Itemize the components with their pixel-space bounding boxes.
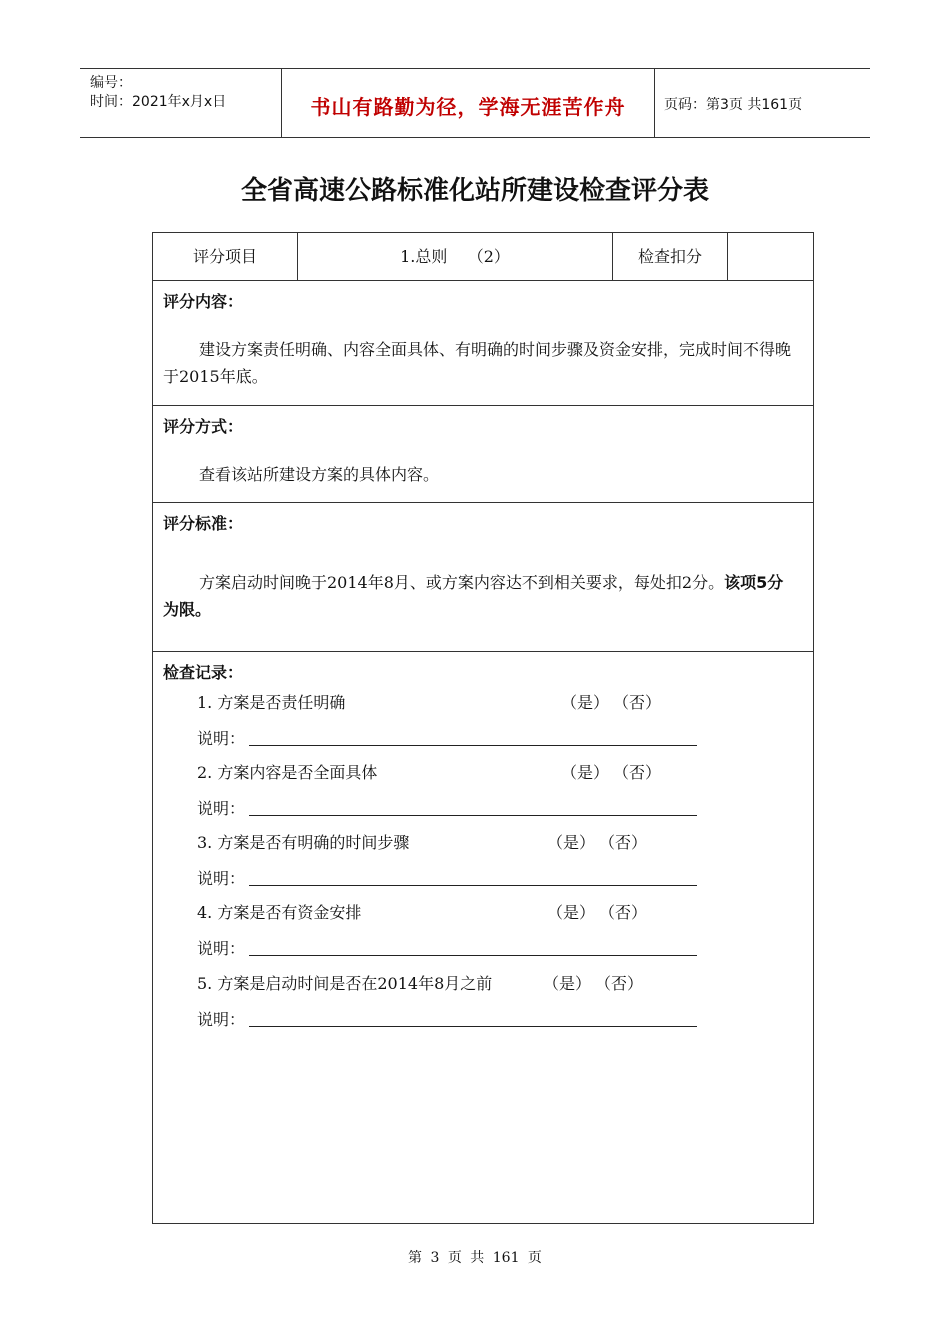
record-item-3-note-line[interactable] xyxy=(249,885,697,886)
score-content-section xyxy=(153,281,813,406)
record-item-5-note-line[interactable] xyxy=(249,1026,697,1027)
page-footer: 第 3 页 共 161 页 xyxy=(408,1250,542,1266)
header-page-cell xyxy=(654,69,870,137)
inspection-record-label: 检查记录： xyxy=(163,663,244,682)
record-item-3-no[interactable]: （否） xyxy=(599,833,648,852)
deduct-value-cell[interactable] xyxy=(728,233,813,280)
record-item-5-yes[interactable]: （是） xyxy=(543,974,592,993)
record-item-3: 3. 方案是否有明确的时间步骤 xyxy=(197,833,410,852)
record-item-2-note-label: 说明： xyxy=(197,799,246,818)
record-item-5-note-label: 说明： xyxy=(197,1010,246,1029)
header-motto-cell xyxy=(281,69,655,137)
score-standard-text xyxy=(163,569,799,623)
record-item-1-note-line[interactable] xyxy=(249,745,697,746)
record-item-2-note-line[interactable] xyxy=(249,815,697,816)
item-label-cell: 评分项目 xyxy=(153,233,298,280)
header-meta xyxy=(80,69,280,137)
record-item-2-no[interactable]: （否） xyxy=(613,763,662,782)
item-value-cell: 1.总则 （2） xyxy=(298,233,613,280)
score-standard-bold: 该项5分为限。 xyxy=(163,573,784,619)
record-item-1-yes[interactable]: （是） xyxy=(561,693,610,712)
header-motto: 书山有路勤为径，学海无涯苦作舟 xyxy=(310,95,626,119)
score-form xyxy=(152,232,814,1224)
record-item-5-no[interactable]: （否） xyxy=(595,974,644,993)
deduct-label-cell: 检查扣分 xyxy=(613,233,728,280)
score-content-label: 评分内容： xyxy=(163,292,244,311)
document-number-label: 编号： xyxy=(90,75,132,91)
record-item-1-note-label: 说明： xyxy=(197,729,246,748)
score-standard-normal: 方案启动时间晚于2014年8月、或方案内容达不到相关要求，每处扣2分。 xyxy=(199,573,725,592)
form-header-row xyxy=(153,233,813,281)
record-item-4-yes[interactable]: （是） xyxy=(547,903,596,922)
record-item-4-no[interactable]: （否） xyxy=(599,903,648,922)
score-content-text: 建设方案责任明确、内容全面具体、有明确的时间步骤及资金安排，完成时间不得晚于2015年底。 xyxy=(163,340,792,386)
record-item-5: 5. 方案是启动时间是否在2014年8月之前 xyxy=(197,974,493,993)
score-method-section xyxy=(153,406,813,503)
record-item-2: 2. 方案内容是否全面具体 xyxy=(197,763,378,782)
record-item-4-note-line[interactable] xyxy=(249,955,697,956)
score-standard-section xyxy=(153,503,813,652)
page-title: 全省高速公路标准化站所建设检查评分表 xyxy=(240,176,709,206)
score-method-text: 查看该站所建设方案的具体内容。 xyxy=(199,465,440,484)
record-item-3-yes[interactable]: （是） xyxy=(547,833,596,852)
score-method-label: 评分方式： xyxy=(163,417,244,436)
record-item-1-no[interactable]: （否） xyxy=(613,693,662,712)
header-page-info: 页码：第3页 共161页 xyxy=(664,97,803,113)
score-standard-label: 评分标准： xyxy=(163,514,244,533)
record-item-3-note-label: 说明： xyxy=(197,869,246,888)
record-item-1: 1. 方案是否责任明确 xyxy=(197,693,346,712)
document-time-label: 时间：2021年x月x日 xyxy=(90,94,227,110)
record-item-2-yes[interactable]: （是） xyxy=(561,763,610,782)
record-item-4-note-label: 说明： xyxy=(197,939,246,958)
record-item-4: 4. 方案是否有资金安排 xyxy=(197,903,362,922)
page-header xyxy=(80,68,870,138)
